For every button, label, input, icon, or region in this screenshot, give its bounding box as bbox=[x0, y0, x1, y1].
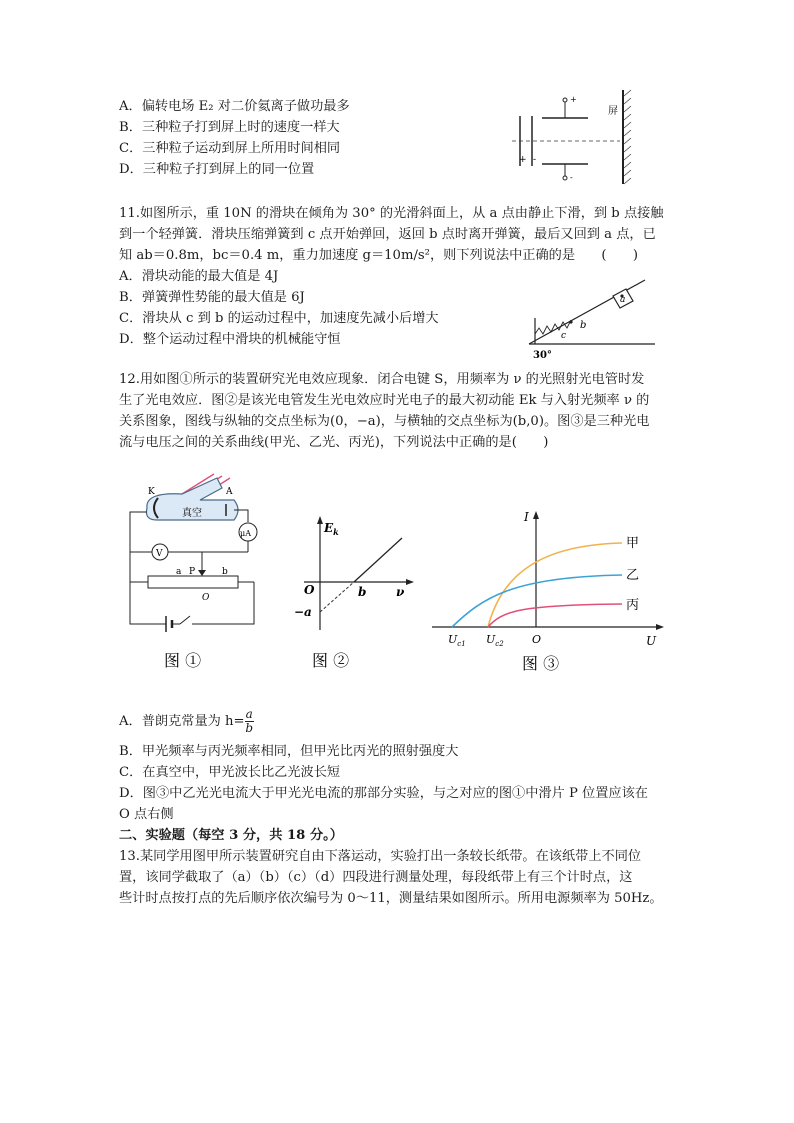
q13-stem-line3: 些计时点按打点的先后顺序依次编号为 0～11，测量结果如图所示。所用电源频率为 50Hz。 bbox=[119, 891, 663, 906]
q12-option-b: B．甲光频率与丙光频率相同，但甲光比丙光的照射强度大 bbox=[119, 744, 459, 759]
q10-option-b: B．三种粒子打到屏上时的速度一样大 bbox=[119, 120, 340, 135]
q12-figure1-circuit bbox=[122, 470, 272, 676]
fig1-A: A bbox=[226, 487, 233, 497]
fig1-a: a bbox=[176, 567, 182, 577]
fig3-I-label: I bbox=[524, 510, 529, 524]
screen-label: 屏 bbox=[608, 106, 618, 117]
fig3-jia-label: 甲 bbox=[626, 536, 640, 551]
q11-incline-figure bbox=[525, 276, 660, 362]
incline-label-c: c bbox=[561, 331, 567, 341]
fig3-yi-label: 乙 bbox=[626, 568, 640, 583]
q11-stem-line1: 11.如图所示，重 10N 的滑块在倾角为 30° 的光滑斜面上，从 a 点由静止下滑，到 b 点接触 bbox=[119, 206, 664, 221]
q13-stem-line2: 置，该同学截取了（a）（b）（c）（d）四段进行测量处理，每段纸带上有三个计时点，这 bbox=[119, 870, 633, 885]
fig2-neg-a-label: −a bbox=[294, 605, 312, 619]
q11-stem-line2: 到一个轻弹簧．滑块压缩弹簧到 c 点开始弹回，返回 b 点时离开弹簧，最后又回到 a 点，已 bbox=[119, 227, 656, 242]
q11-option-c: C．滑块从 c 到 b 的运动过程中，加速度先减小后增大 bbox=[119, 311, 439, 326]
fig1-P: P bbox=[189, 567, 196, 577]
q11-stem-line3: 知 ab＝0.8m，bc＝0.4 m，重力加速度 g＝10m/s²，则下列说法中正确的是 ( ) bbox=[119, 248, 639, 263]
acc-plus: + bbox=[519, 155, 527, 165]
fig2-Ek-label: $E_k$ bbox=[324, 521, 339, 537]
fig2-caption: 图 ② bbox=[312, 651, 350, 670]
fig1-K: K bbox=[148, 487, 155, 497]
acc-minus: - bbox=[533, 155, 537, 165]
curve-yi bbox=[452, 575, 622, 627]
q12-stem-line4: 流与电压之间的关系曲线(甲光、乙光、丙光)，下列说法中正确的是( ) bbox=[119, 435, 549, 450]
q12-stem-line1: 12.用如图①所示的装置研究光电效应现象．闭合电键 S，用频率为 ν 的光照射光电管时发 bbox=[119, 372, 645, 387]
fig1-b: b bbox=[222, 567, 228, 577]
q11-option-b: B．弹簧弹性势能的最大值是 6J bbox=[119, 290, 305, 305]
q11-option-a: A．滑块动能的最大值是 4J bbox=[119, 269, 279, 284]
fig3-Uc2-label: $U_{c2}$ bbox=[486, 633, 504, 648]
q12-figure2-graph bbox=[290, 510, 420, 676]
defl-plus: + bbox=[570, 95, 577, 104]
q12-stem-line2: 生了光电效应．图②是该光电管发生光电效应时光电子的最大初动能 Ek 与入射光频率 ν 的 bbox=[119, 393, 650, 408]
fig2-b-label: b bbox=[358, 585, 367, 599]
q10-option-a: A．偏转电场 E₂ 对二价氦离子做功最多 bbox=[119, 99, 350, 114]
fig2-origin: O bbox=[304, 583, 315, 597]
q10-deflection-figure bbox=[510, 88, 640, 186]
q13-stem-line1: 13.某同学用图甲所示装置研究自由下落运动，实验打出一条较长纸带。在该纸带上不同位 bbox=[119, 849, 642, 864]
curve-bing bbox=[488, 604, 622, 627]
q12-option-a-text: A．普朗克常量为 h= bbox=[119, 714, 245, 729]
incline-angle: 30° bbox=[533, 350, 552, 361]
q10-option-c: C．三种粒子运动到屏上所用时间相同 bbox=[119, 141, 341, 156]
fig3-origin: O bbox=[532, 633, 542, 646]
fig1-vacuum: 真空 bbox=[182, 508, 202, 519]
planck-fraction: $\frac{a}{b}$ bbox=[245, 707, 253, 735]
q12-option-d-line1: D．图③中乙光光电流大于甲光光电流的那部分实验，与之对应的图①中滑片 P 位置应该在 bbox=[119, 786, 648, 801]
fig2-nu-label: ν bbox=[396, 585, 405, 599]
incline-label-a: a bbox=[620, 295, 626, 305]
q12-option-c: C．在真空中，甲光波长比乙光波长短 bbox=[119, 765, 341, 780]
q11-option-d: D．整个运动过程中滑块的机械能守恒 bbox=[119, 332, 341, 347]
fig3-caption: 图 ③ bbox=[522, 654, 560, 673]
q10-option-d: D．三种粒子打到屏上的同一位置 bbox=[119, 162, 315, 177]
fig3-Uc1-label: $U_{c1}$ bbox=[448, 633, 466, 648]
q12-figure3-graph bbox=[432, 503, 672, 679]
q12-option-d-line2: O 点右侧 bbox=[119, 807, 174, 822]
section2-heading: 二、实验题（每空 3 分，共 18 分。） bbox=[119, 828, 343, 843]
curve-jia bbox=[488, 543, 622, 627]
fig1-voltmeter: V bbox=[156, 549, 163, 559]
fig1-caption: 图 ① bbox=[164, 651, 202, 670]
fig1-microammeter: μA bbox=[240, 529, 251, 538]
fig3-U-label: U bbox=[646, 634, 657, 648]
q12-stem-line3: 关系图象，图线与纵轴的交点坐标为(0，−a)，与横轴的交点坐标为(b,0)。图③是三种光电 bbox=[119, 414, 650, 429]
fig1-O: O bbox=[202, 593, 210, 603]
defl-minus: - bbox=[570, 173, 573, 182]
q12-option-a bbox=[119, 708, 254, 735]
fig3-bing-label: 丙 bbox=[626, 598, 640, 613]
incline-label-b: b bbox=[580, 320, 587, 331]
